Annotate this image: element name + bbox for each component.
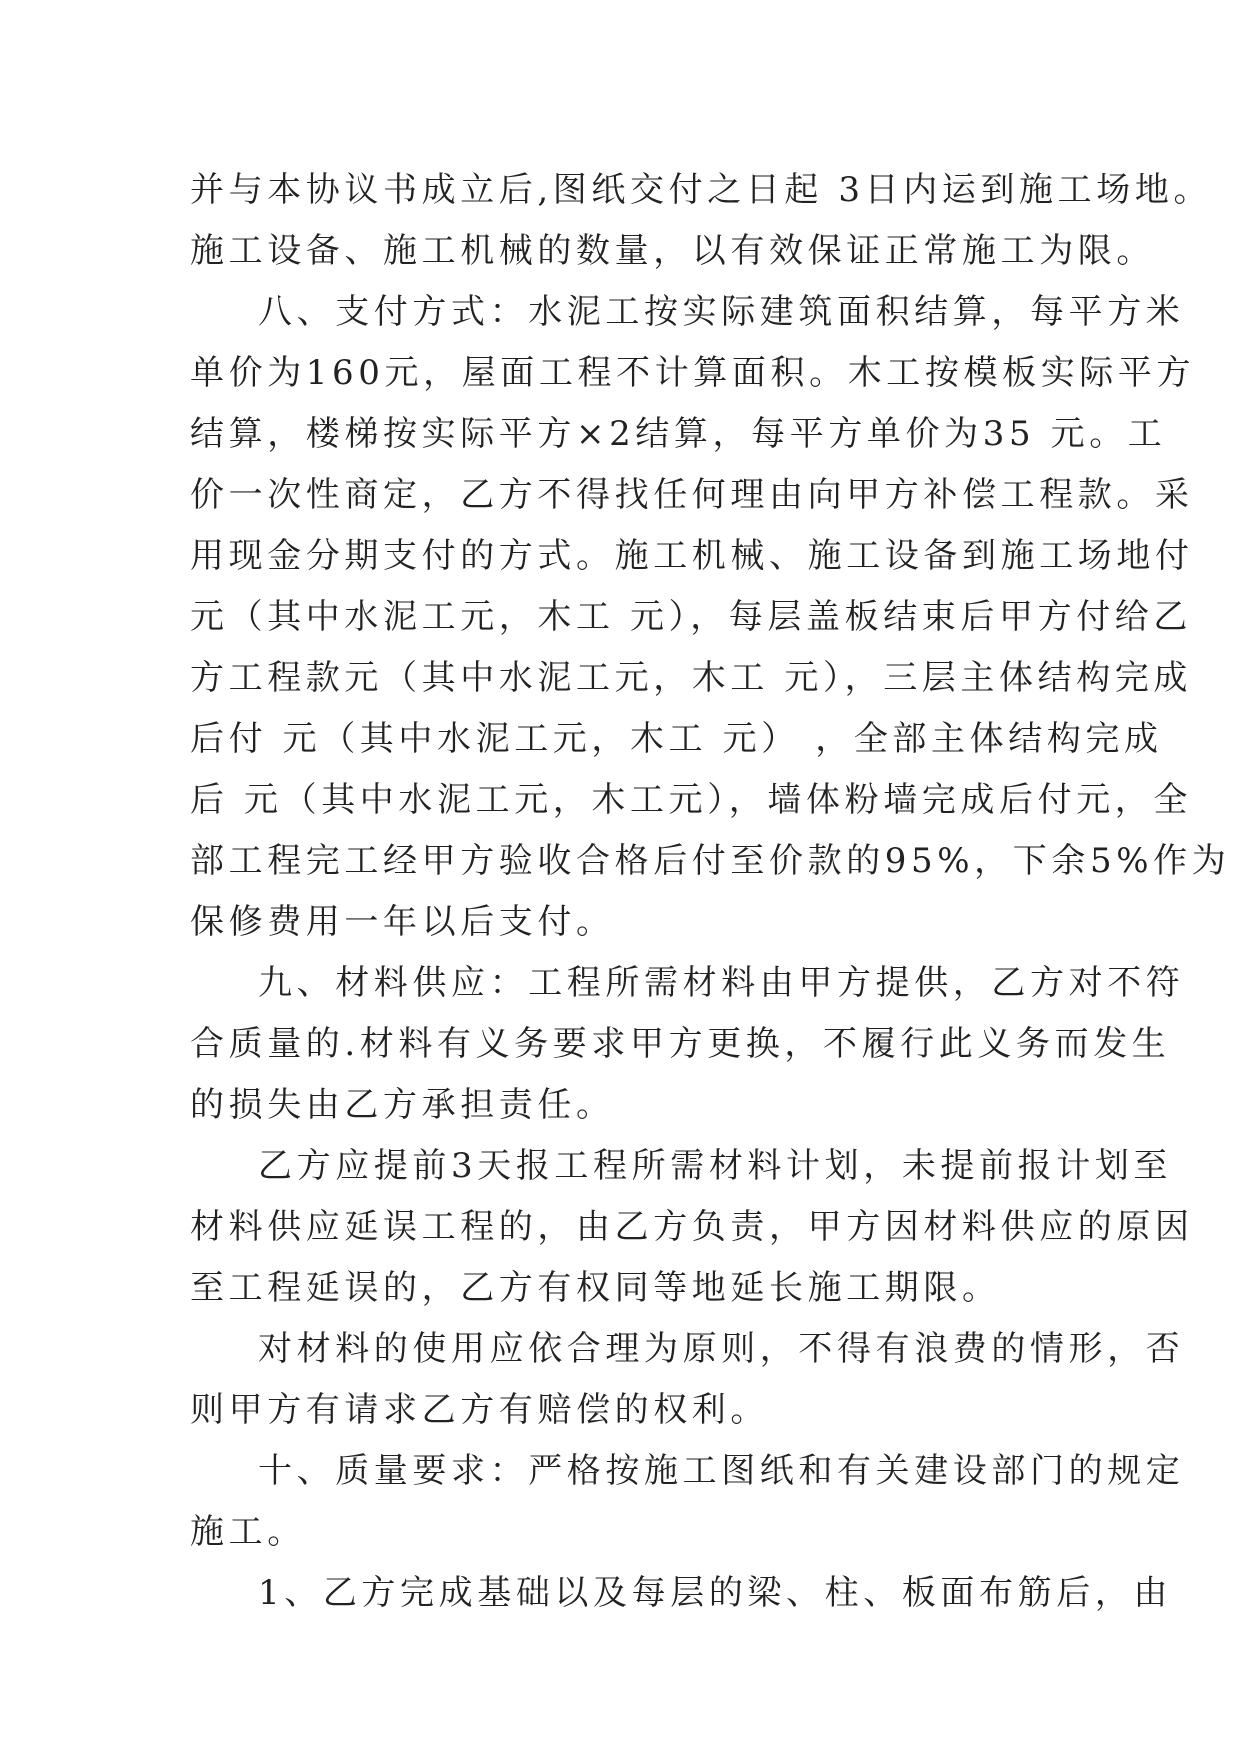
text-line: 则甲方有请求乙方有赔偿的权利。 <box>190 1390 769 1430</box>
text-line: 方工程款元（其中水泥工元，木工 元），三层主体结构完成 <box>190 658 1193 698</box>
text-line: 并与本协议书成立后,图纸交付之日起 3日内运到施工场地。 <box>190 170 1213 210</box>
text-line: 部工程完工经甲方验收合格后付至价款的95%，下余5%作为 <box>190 841 1231 881</box>
text-line: 用现金分期支付的方式。施工机械、施工设备到施工场地付 <box>190 536 1194 576</box>
text-line: 1、乙方完成基础以及每层的梁、柱、板面布筋后，由 <box>258 1573 1173 1613</box>
text-line: 合质量的.材料有义务要求甲方更换，不履行此义务而发生 <box>190 1024 1171 1064</box>
text-line: 十、质量要求：严格按施工图纸和有关建设部门的规定 <box>258 1451 1185 1491</box>
document-body <box>190 160 1231 1624</box>
text-line: 施工。 <box>190 1512 306 1552</box>
text-line: 乙方应提前3天报工程所需材料计划，未提前报计划至 <box>258 1146 1173 1186</box>
text-line: 结算，楼梯按实际平方×2结算，每平方单价为35 元。工 <box>190 414 1167 454</box>
text-line: 后 元（其中水泥工元，木工元），墙体粉墙完成后付元，全 <box>190 780 1193 820</box>
text-line: 保修费用一年以后支付。 <box>190 902 615 942</box>
text-line: 九、材料供应：工程所需材料由甲方提供，乙方对不符 <box>258 963 1185 1003</box>
text-line: 单价为160元，屋面工程不计算面积。木工按模板实际平方 <box>190 353 1196 393</box>
text-line: 价一次性商定，乙方不得找任何理由向甲方补偿工程款。采 <box>190 475 1194 515</box>
text-line: 至工程延误的，乙方有权同等地延长施工期限。 <box>190 1268 1001 1308</box>
text-line: 对材料的使用应依合理为原则，不得有浪费的情形，否 <box>258 1329 1185 1369</box>
text-line: 材料供应延误工程的，由乙方负责，甲方因材料供应的原因 <box>190 1207 1194 1247</box>
text-line: 元（其中水泥工元，木工 元），每层盖板结束后甲方付给乙 <box>190 597 1193 637</box>
text-line: 的损失由乙方承担责任。 <box>190 1085 615 1125</box>
text-line: 施工设备、施工机械的数量，以有效保证正常施工为限。 <box>190 231 1155 271</box>
text-line: 后付 元（其中水泥工元，木工 元） ，全部主体结构完成 <box>190 719 1163 759</box>
text-line: 八、支付方式：水泥工按实际建筑面积结算，每平方米 <box>258 292 1185 332</box>
